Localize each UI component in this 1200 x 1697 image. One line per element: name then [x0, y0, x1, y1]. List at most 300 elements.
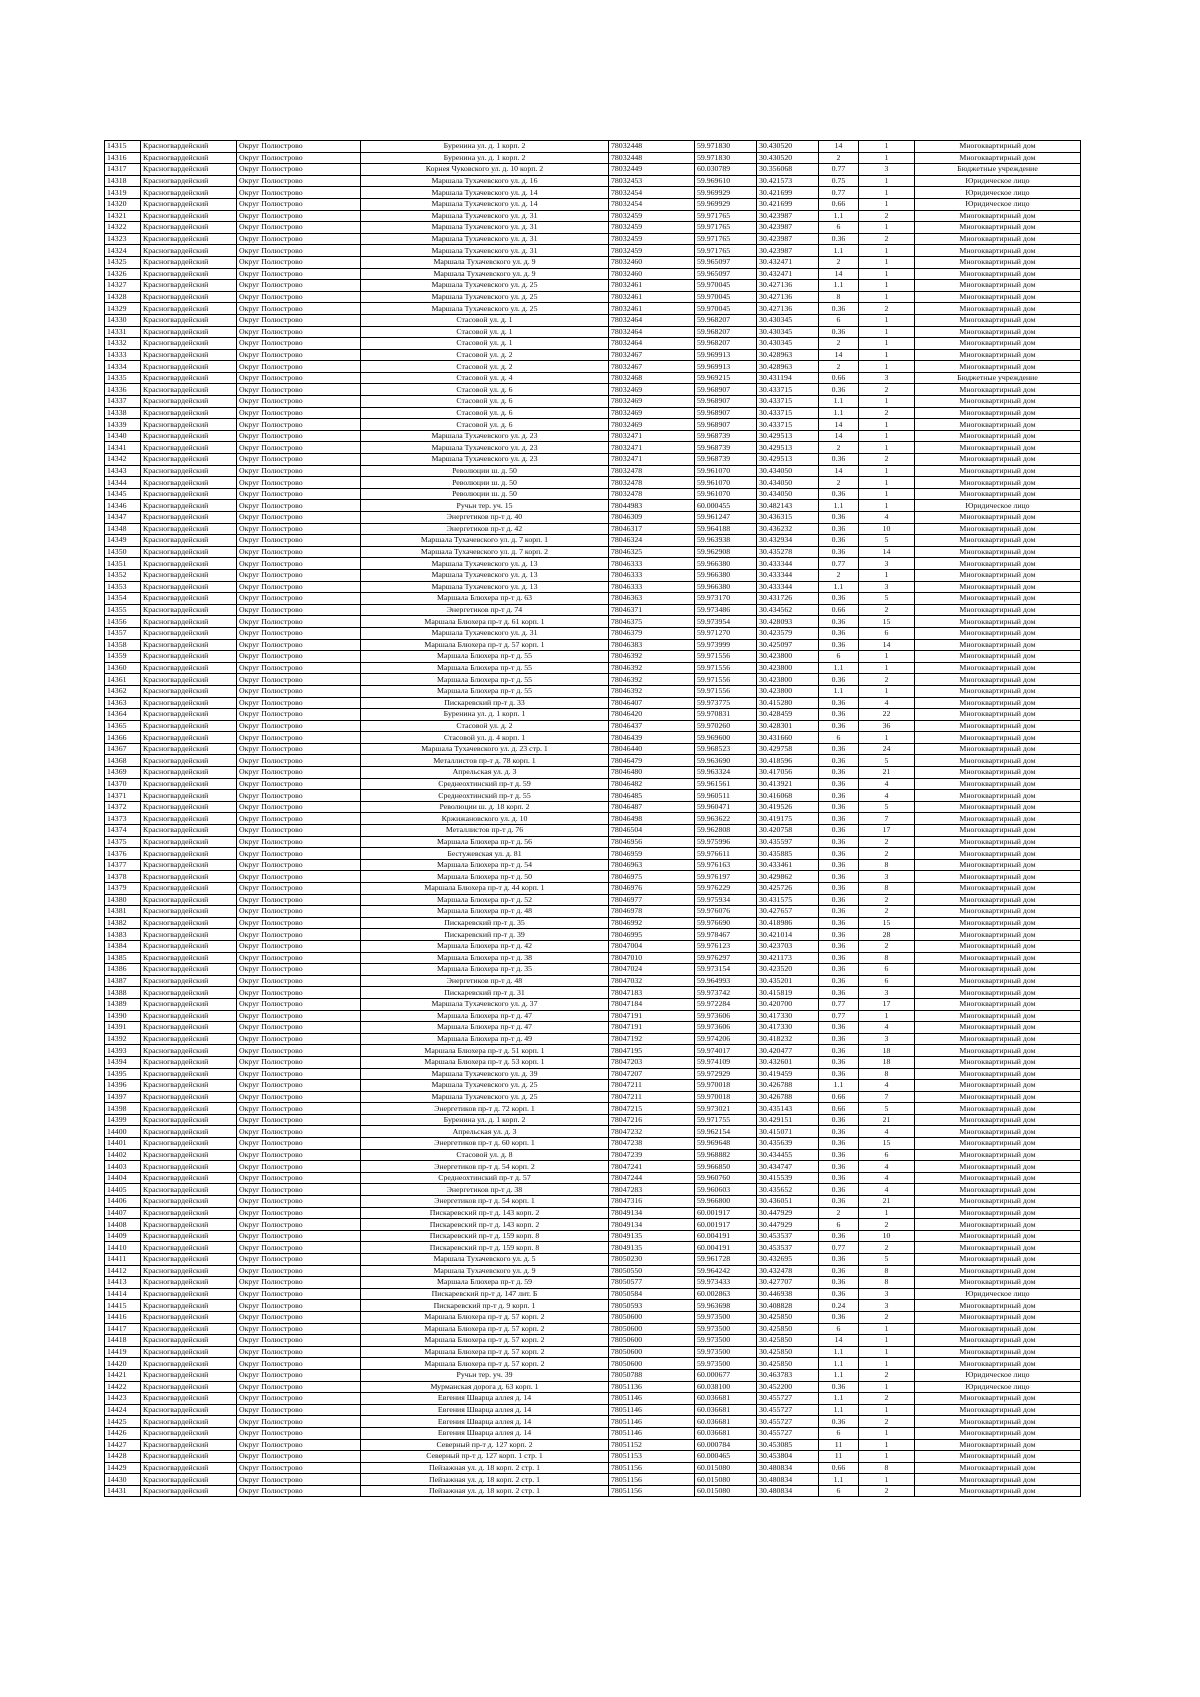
district-cell: Красногвардейский	[141, 442, 237, 454]
object-type-cell: Многоквартирный дом	[915, 1149, 1081, 1161]
district-cell: Красногвардейский	[141, 419, 237, 431]
municipality-cell: Округ Полюстрово	[237, 500, 361, 512]
longitude-cell: 30.430345	[757, 338, 819, 350]
latitude-cell: 59.968907	[695, 407, 757, 419]
latitude-cell: 59.974017	[695, 1045, 757, 1057]
district-cell: Красногвардейский	[141, 1230, 237, 1242]
table-row	[105, 1346, 1081, 1358]
volume-cell: 0.66	[819, 1091, 859, 1103]
table-row	[105, 198, 1081, 210]
address-cell: Маршала Блюхера пр-т д. 57 корп. 2	[361, 1311, 609, 1323]
address-cell: Маршала Тухачевского ул. д. 31	[361, 233, 609, 245]
count-cell: 21	[859, 1114, 915, 1126]
municipality-cell: Округ Полюстрово	[237, 1300, 361, 1312]
object-code-cell: 78046504	[609, 825, 695, 837]
district-cell: Красногвардейский	[141, 1300, 237, 1312]
district-cell: Красногвардейский	[141, 372, 237, 384]
longitude-cell: 30.427136	[757, 303, 819, 315]
latitude-cell: 60.015080	[695, 1462, 757, 1474]
latitude-cell: 59.971270	[695, 627, 757, 639]
address-cell: Буренина ул. д. 1 корп. 2	[361, 141, 609, 153]
district-cell: Красногвардейский	[141, 1161, 237, 1173]
municipality-cell: Округ Полюстрово	[237, 1335, 361, 1347]
count-cell: 18	[859, 1056, 915, 1068]
longitude-cell: 30.423800	[757, 662, 819, 674]
address-cell: Маршала Блюхера пр-т д. 35	[361, 964, 609, 976]
table-row	[105, 454, 1081, 466]
row-id-cell: 14376	[105, 848, 141, 860]
latitude-cell: 59.973021	[695, 1103, 757, 1115]
longitude-cell: 30.421699	[757, 187, 819, 199]
volume-cell: 0.36	[819, 755, 859, 767]
count-cell: 14	[859, 546, 915, 558]
longitude-cell: 30.418596	[757, 755, 819, 767]
municipality-cell: Округ Полюстрово	[237, 535, 361, 547]
object-type-cell: Многоквартирный дом	[915, 778, 1081, 790]
district-cell: Красногвардейский	[141, 152, 237, 164]
district-cell: Красногвардейский	[141, 1358, 237, 1370]
address-cell: Энергетиков пр-т д. 42	[361, 523, 609, 535]
address-cell: Стасовой ул. д. 1	[361, 338, 609, 350]
row-id-cell: 14395	[105, 1068, 141, 1080]
row-id-cell: 14315	[105, 141, 141, 153]
object-code-cell: 78047184	[609, 998, 695, 1010]
table-row	[105, 523, 1081, 535]
object-code-cell: 78032471	[609, 454, 695, 466]
municipality-cell: Округ Полюстрово	[237, 1277, 361, 1289]
object-code-cell: 78046392	[609, 674, 695, 686]
longitude-cell: 30.436051	[757, 1196, 819, 1208]
latitude-cell: 59.973500	[695, 1335, 757, 1347]
object-code-cell: 78050584	[609, 1288, 695, 1300]
object-type-cell: Многоквартирный дом	[915, 1242, 1081, 1254]
object-type-cell: Многоквартирный дом	[915, 141, 1081, 153]
row-id-cell: 14407	[105, 1207, 141, 1219]
address-cell: Маршала Тухачевского ул. д. 9	[361, 256, 609, 268]
district-cell: Красногвардейский	[141, 1103, 237, 1115]
volume-cell: 1.1	[819, 685, 859, 697]
longitude-cell: 30.463783	[757, 1369, 819, 1381]
row-id-cell: 14415	[105, 1300, 141, 1312]
municipality-cell: Округ Полюстрово	[237, 662, 361, 674]
object-type-cell: Многоквартирный дом	[915, 558, 1081, 570]
row-id-cell: 14331	[105, 326, 141, 338]
latitude-cell: 59.968523	[695, 743, 757, 755]
district-cell: Красногвардейский	[141, 964, 237, 976]
address-cell: Апрельская ул. д. 3	[361, 767, 609, 779]
table-row	[105, 1033, 1081, 1045]
object-type-cell: Многоквартирный дом	[915, 303, 1081, 315]
address-cell: Среднеохтинский пр-т д. 55	[361, 790, 609, 802]
object-type-cell: Многоквартирный дом	[915, 662, 1081, 674]
object-type-cell: Бюджетные учреждение	[915, 164, 1081, 176]
district-cell: Красногвардейский	[141, 651, 237, 663]
longitude-cell: 30.446938	[757, 1288, 819, 1300]
table-row	[105, 396, 1081, 408]
count-cell: 4	[859, 1126, 915, 1138]
longitude-cell: 30.434050	[757, 488, 819, 500]
municipality-cell: Округ Полюстрово	[237, 1288, 361, 1300]
table-row	[105, 1439, 1081, 1451]
volume-cell: 6	[819, 651, 859, 663]
volume-cell: 6	[819, 1427, 859, 1439]
object-type-cell: Многоквартирный дом	[915, 709, 1081, 721]
count-cell: 1	[859, 477, 915, 489]
table-row	[105, 175, 1081, 187]
longitude-cell: 30.435885	[757, 848, 819, 860]
object-code-cell: 78046420	[609, 709, 695, 721]
count-cell: 2	[859, 454, 915, 466]
count-cell: 3	[859, 581, 915, 593]
object-type-cell: Многоквартирный дом	[915, 1254, 1081, 1266]
count-cell: 2	[859, 604, 915, 616]
volume-cell: 1.1	[819, 245, 859, 257]
latitude-cell: 60.004191	[695, 1242, 757, 1254]
district-cell: Красногвардейский	[141, 1369, 237, 1381]
longitude-cell: 30.425850	[757, 1311, 819, 1323]
volume-cell: 0.36	[819, 546, 859, 558]
volume-cell: 14	[819, 465, 859, 477]
longitude-cell: 30.423987	[757, 210, 819, 222]
object-code-cell: 78032461	[609, 291, 695, 303]
volume-cell: 0.36	[819, 697, 859, 709]
table-row	[105, 975, 1081, 987]
table-row	[105, 384, 1081, 396]
object-code-cell: 78047216	[609, 1114, 695, 1126]
object-code-cell: 78050600	[609, 1346, 695, 1358]
row-id-cell: 14396	[105, 1080, 141, 1092]
longitude-cell: 30.455727	[757, 1393, 819, 1405]
longitude-cell: 30.425850	[757, 1358, 819, 1370]
address-cell: Пискаревский пр-т д. 33	[361, 697, 609, 709]
longitude-cell: 30.436232	[757, 523, 819, 535]
count-cell: 1	[859, 338, 915, 350]
volume-cell: 0.77	[819, 187, 859, 199]
address-cell: Маршала Блюхера пр-т д. 48	[361, 906, 609, 918]
object-code-cell: 78047238	[609, 1138, 695, 1150]
longitude-cell: 30.430520	[757, 152, 819, 164]
object-type-cell: Многоквартирный дом	[915, 338, 1081, 350]
object-code-cell: 78032471	[609, 442, 695, 454]
longitude-cell: 30.455727	[757, 1404, 819, 1416]
longitude-cell: 30.413921	[757, 778, 819, 790]
object-type-cell: Многоквартирный дом	[915, 1138, 1081, 1150]
object-type-cell: Многоквартирный дом	[915, 396, 1081, 408]
count-cell: 4	[859, 1172, 915, 1184]
object-type-cell: Многоквартирный дом	[915, 442, 1081, 454]
table-row	[105, 1369, 1081, 1381]
count-cell: 1	[859, 430, 915, 442]
object-type-cell: Многоквартирный дом	[915, 430, 1081, 442]
volume-cell: 2	[819, 1207, 859, 1219]
municipality-cell: Округ Полюстрово	[237, 581, 361, 593]
row-id-cell: 14370	[105, 778, 141, 790]
object-type-cell: Многоквартирный дом	[915, 1462, 1081, 1474]
volume-cell: 0.36	[819, 1161, 859, 1173]
object-type-cell: Многоквартирный дом	[915, 314, 1081, 326]
address-cell: Маршала Блюхера пр-т д. 57 корп. 2	[361, 1346, 609, 1358]
table-row	[105, 1138, 1081, 1150]
table-row	[105, 743, 1081, 755]
row-id-cell: 14391	[105, 1022, 141, 1034]
municipality-cell: Округ Полюстрово	[237, 917, 361, 929]
municipality-cell: Округ Полюстрово	[237, 268, 361, 280]
volume-cell: 2	[819, 569, 859, 581]
volume-cell: 0.77	[819, 1242, 859, 1254]
row-id-cell: 14423	[105, 1393, 141, 1405]
district-cell: Красногвардейский	[141, 1056, 237, 1068]
table-row	[105, 1161, 1081, 1173]
volume-cell: 1.1	[819, 581, 859, 593]
longitude-cell: 30.427657	[757, 906, 819, 918]
longitude-cell: 30.419175	[757, 813, 819, 825]
municipality-cell: Округ Полюстрово	[237, 1172, 361, 1184]
latitude-cell: 59.976076	[695, 906, 757, 918]
object-code-cell: 78032464	[609, 326, 695, 338]
count-cell: 21	[859, 767, 915, 779]
object-type-cell: Многоквартирный дом	[915, 1427, 1081, 1439]
address-cell: Пискаревский пр-т д. 147 лит. Б	[361, 1288, 609, 1300]
district-cell: Красногвардейский	[141, 1126, 237, 1138]
latitude-cell: 59.962808	[695, 825, 757, 837]
municipality-cell: Округ Полюстрово	[237, 593, 361, 605]
municipality-cell: Округ Полюстрово	[237, 1346, 361, 1358]
object-code-cell: 78047244	[609, 1172, 695, 1184]
district-cell: Красногвардейский	[141, 906, 237, 918]
address-cell: Стасовой ул. д. 6	[361, 407, 609, 419]
volume-cell: 1.1	[819, 1346, 859, 1358]
object-type-cell: Многоквартирный дом	[915, 1230, 1081, 1242]
district-cell: Красногвардейский	[141, 813, 237, 825]
longitude-cell: 30.429513	[757, 430, 819, 442]
row-id-cell: 14316	[105, 152, 141, 164]
row-id-cell: 14418	[105, 1335, 141, 1347]
latitude-cell: 59.961247	[695, 512, 757, 524]
object-code-cell: 78046324	[609, 535, 695, 547]
latitude-cell: 59.971830	[695, 152, 757, 164]
count-cell: 1	[859, 291, 915, 303]
district-cell: Красногвардейский	[141, 1219, 237, 1231]
municipality-cell: Округ Полюстрово	[237, 801, 361, 813]
latitude-cell: 59.960603	[695, 1184, 757, 1196]
latitude-cell: 60.000455	[695, 500, 757, 512]
object-code-cell: 78049134	[609, 1207, 695, 1219]
longitude-cell: 30.429513	[757, 442, 819, 454]
count-cell: 1	[859, 569, 915, 581]
table-row	[105, 1068, 1081, 1080]
count-cell: 6	[859, 975, 915, 987]
latitude-cell: 59.970831	[695, 709, 757, 721]
volume-cell: 0.36	[819, 326, 859, 338]
count-cell: 8	[859, 1462, 915, 1474]
volume-cell: 0.36	[819, 1033, 859, 1045]
address-cell: Стасовой ул. д. 2	[361, 361, 609, 373]
object-code-cell: 78051152	[609, 1439, 695, 1451]
table-row	[105, 187, 1081, 199]
table-row	[105, 825, 1081, 837]
table-row	[105, 755, 1081, 767]
volume-cell: 0.36	[819, 767, 859, 779]
longitude-cell: 30.426788	[757, 1091, 819, 1103]
object-type-cell: Многоквартирный дом	[915, 616, 1081, 628]
municipality-cell: Округ Полюстрово	[237, 1068, 361, 1080]
volume-cell: 1.1	[819, 500, 859, 512]
latitude-cell: 59.973500	[695, 1358, 757, 1370]
table-row	[105, 1277, 1081, 1289]
volume-cell: 1.1	[819, 1393, 859, 1405]
table-row	[105, 964, 1081, 976]
municipality-cell: Округ Полюстрово	[237, 1033, 361, 1045]
volume-cell: 0.36	[819, 303, 859, 315]
row-id-cell: 14383	[105, 929, 141, 941]
longitude-cell: 30.423987	[757, 222, 819, 234]
volume-cell: 0.36	[819, 1265, 859, 1277]
longitude-cell: 30.421014	[757, 929, 819, 941]
row-id-cell: 14340	[105, 430, 141, 442]
row-id-cell: 14408	[105, 1219, 141, 1231]
longitude-cell: 30.429513	[757, 454, 819, 466]
object-code-cell: 78047183	[609, 987, 695, 999]
longitude-cell: 30.480834	[757, 1462, 819, 1474]
table-row	[105, 685, 1081, 697]
table-row	[105, 604, 1081, 616]
address-cell: Пейзажная ул. д. 18 корп. 2 стр. 1	[361, 1474, 609, 1486]
latitude-cell: 59.971556	[695, 662, 757, 674]
address-cell: Маршала Тухачевского ул. д. 23 стр. 1	[361, 743, 609, 755]
count-cell: 1	[859, 1010, 915, 1022]
object-code-cell: 78032478	[609, 488, 695, 500]
latitude-cell: 59.969913	[695, 349, 757, 361]
table-row	[105, 848, 1081, 860]
municipality-cell: Округ Полюстрово	[237, 419, 361, 431]
count-cell: 4	[859, 1184, 915, 1196]
longitude-cell: 30.433344	[757, 581, 819, 593]
latitude-cell: 59.968207	[695, 314, 757, 326]
object-type-cell: Многоквартирный дом	[915, 222, 1081, 234]
count-cell: 3	[859, 164, 915, 176]
count-cell: 2	[859, 303, 915, 315]
row-id-cell: 14419	[105, 1346, 141, 1358]
table-row	[105, 303, 1081, 315]
object-type-cell: Многоквартирный дом	[915, 1346, 1081, 1358]
object-type-cell: Многоквартирный дом	[915, 906, 1081, 918]
volume-cell: 0.36	[819, 674, 859, 686]
row-id-cell: 14373	[105, 813, 141, 825]
table-row	[105, 651, 1081, 663]
longitude-cell: 30.425850	[757, 1346, 819, 1358]
object-type-cell: Многоквартирный дом	[915, 639, 1081, 651]
district-cell: Красногвардейский	[141, 1485, 237, 1497]
count-cell: 1	[859, 1427, 915, 1439]
count-cell: 7	[859, 1091, 915, 1103]
object-code-cell: 78047010	[609, 952, 695, 964]
table-row	[105, 361, 1081, 373]
object-code-cell: 78050550	[609, 1265, 695, 1277]
object-type-cell: Многоквартирный дом	[915, 1080, 1081, 1092]
volume-cell: 0.36	[819, 929, 859, 941]
object-type-cell: Многоквартирный дом	[915, 964, 1081, 976]
table-row	[105, 1045, 1081, 1057]
table-row	[105, 465, 1081, 477]
row-id-cell: 14377	[105, 859, 141, 871]
row-id-cell: 14317	[105, 164, 141, 176]
longitude-cell: 30.447929	[757, 1219, 819, 1231]
row-id-cell: 14392	[105, 1033, 141, 1045]
municipality-cell: Округ Полюстрово	[237, 303, 361, 315]
row-id-cell: 14380	[105, 894, 141, 906]
district-cell: Красногвардейский	[141, 1172, 237, 1184]
district-cell: Красногвардейский	[141, 187, 237, 199]
object-type-cell: Многоквартирный дом	[915, 1056, 1081, 1068]
district-cell: Красногвардейский	[141, 175, 237, 187]
longitude-cell: 30.434455	[757, 1149, 819, 1161]
longitude-cell: 30.430345	[757, 326, 819, 338]
volume-cell: 0.75	[819, 175, 859, 187]
volume-cell: 1.1	[819, 1358, 859, 1370]
count-cell: 15	[859, 616, 915, 628]
object-code-cell: 78051146	[609, 1404, 695, 1416]
row-id-cell: 14353	[105, 581, 141, 593]
object-type-cell: Многоквартирный дом	[915, 1161, 1081, 1173]
address-cell: Пискаревский пр-т д. 35	[361, 917, 609, 929]
municipality-cell: Округ Полюстрово	[237, 929, 361, 941]
table-row	[105, 1427, 1081, 1439]
address-cell: Энергетиков пр-т д. 74	[361, 604, 609, 616]
table-row	[105, 627, 1081, 639]
row-id-cell: 14323	[105, 233, 141, 245]
address-cell: Маршала Тухачевского ул. д. 25	[361, 291, 609, 303]
address-cell: Маршала Блюхера пр-т д. 42	[361, 940, 609, 952]
volume-cell: 1.1	[819, 280, 859, 292]
municipality-cell: Округ Полюстрово	[237, 1381, 361, 1393]
address-cell: Маршала Блюхера пр-т д. 63	[361, 593, 609, 605]
address-cell: Энергетиков пр-т д. 48	[361, 975, 609, 987]
address-cell: Металлистов пр-т д. 78 корп. 1	[361, 755, 609, 767]
object-code-cell: 78047207	[609, 1068, 695, 1080]
longitude-cell: 30.453537	[757, 1230, 819, 1242]
object-type-cell: Многоквартирный дом	[915, 651, 1081, 663]
object-type-cell: Многоквартирный дом	[915, 291, 1081, 303]
volume-cell: 14	[819, 349, 859, 361]
municipality-cell: Округ Полюстрово	[237, 454, 361, 466]
latitude-cell: 59.966380	[695, 558, 757, 570]
longitude-cell: 30.432934	[757, 535, 819, 547]
object-type-cell: Многоквартирный дом	[915, 361, 1081, 373]
longitude-cell: 30.434562	[757, 604, 819, 616]
count-cell: 1	[859, 488, 915, 500]
longitude-cell: 30.419526	[757, 801, 819, 813]
district-cell: Красногвардейский	[141, 790, 237, 802]
district-cell: Красногвардейский	[141, 848, 237, 860]
district-cell: Красногвардейский	[141, 697, 237, 709]
longitude-cell: 30.431726	[757, 593, 819, 605]
district-cell: Красногвардейский	[141, 1439, 237, 1451]
longitude-cell: 30.416068	[757, 790, 819, 802]
volume-cell: 0.36	[819, 1277, 859, 1289]
district-cell: Красногвардейский	[141, 1462, 237, 1474]
table-row	[105, 1114, 1081, 1126]
table-row	[105, 1242, 1081, 1254]
count-cell: 28	[859, 929, 915, 941]
district-cell: Красногвардейский	[141, 361, 237, 373]
row-id-cell: 14409	[105, 1230, 141, 1242]
address-cell: Энергетиков пр-т д. 72 корп. 1	[361, 1103, 609, 1115]
table-row	[105, 1091, 1081, 1103]
object-code-cell: 78046956	[609, 836, 695, 848]
longitude-cell: 30.434747	[757, 1161, 819, 1173]
table-row	[105, 569, 1081, 581]
latitude-cell: 59.970045	[695, 280, 757, 292]
